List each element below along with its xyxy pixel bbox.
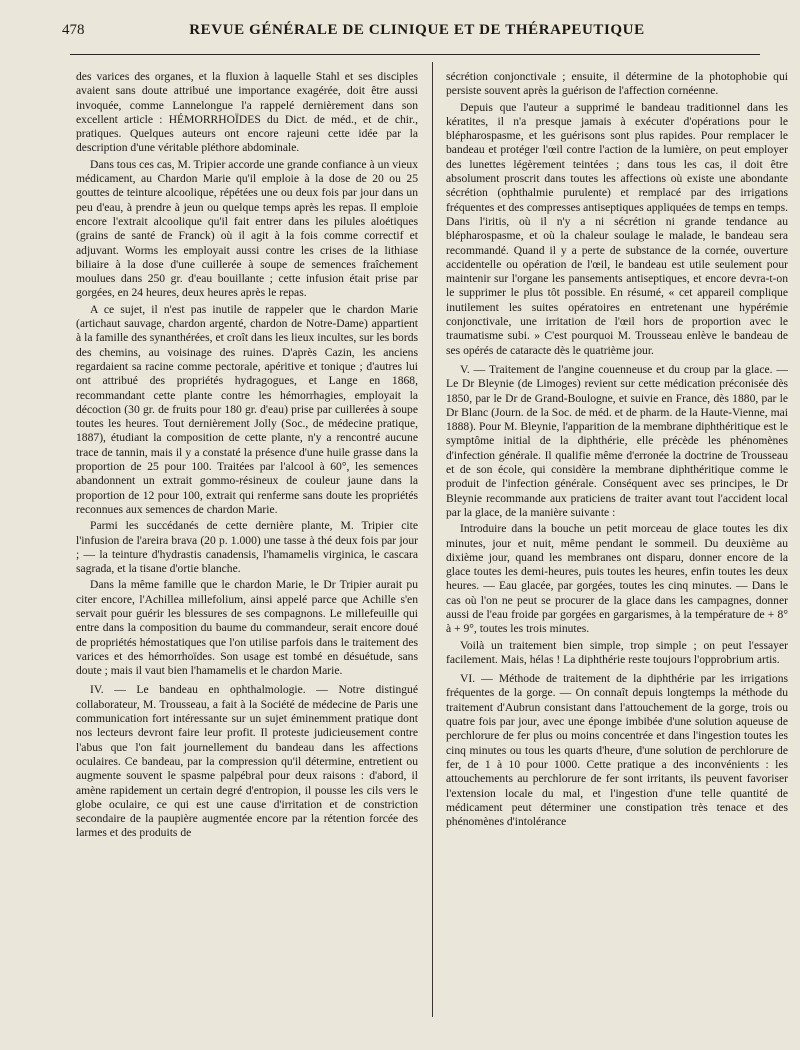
section-v-paragraph: V. — Traitement de l'angine couenneuse et du croup par la glace. — Le Dr Bleynie (de Limoges) revient sur cette médication préconisée dès 1850, par le Dr de Grand-Boulogne, et suivie en France, dès 1880, par le Dr Blanc (Journ. de la Soc. de méd. et de pharm. de la Haute-Vienne, mai 1888). Pour M. Bleynie, l'apparition de la membrane diphthéritique est le symptôme initial de la diphthérie, elle précède les phénomènes d'infection générale. Il qualifie même d'erronée la doctrine de Trousseau et de son école, qui considère la membrane diphthéritique comme le produit de l'infection générale. Conséquent avec ses principes, le Dr Bleynie recommande aux praticiens de traiter avant tout l'accident local par la glace, de la manière suivante : (446, 362, 788, 519)
paragraph: Depuis que l'auteur a supprimé le bandeau traditionnel dans les kératites, il n'a presque jamais à exécuter d'opérations pour le blépharospasme, et les guérisons sont plus rapides. Pour remplacer le bandeau et protéger l'œil contre l'action de la lumière, on peut employer des lunettes légèrement teintées ; dans tous les cas, il doit être absolument proscrit dans toutes les affections où existe une abondante sécrétion (ophthalmie purulente) et remplacé par des irrigations fréquentes et des compresses antiseptiques appliquées de temps en temps. Dans l'iritis, où il n'y a ni sécrétion ni grande tendance au blépharospasme, et où la chaleur soulage le malade, le bandeau sera recommandé. Quand il y a perte de substance de la cornée, ouverture accidentelle ou opération de l'œil, le bandeau est utile seulement pour maintenir sur l'organe les pansements antiseptiques, et encore devra-t-on le supprimer le plus tôt possible. En résumé, « cet appareil complique inutilement les suites opératoires en entretenant une hypérémie conjonctivale, une irritation de l'œil hors de proportion avec le traumatisme subi. » C'est pourquoi M. Trousseau enlève le bandeau de ses opérés de cataracte dès le quatrième jour. (446, 100, 788, 357)
paragraph: Parmi les succédanés de cette dernière plante, M. Tripier cite l'infusion de l'areira brava (20 p. 1.000) une tasse à thé deux fois par jour ; — la teinture d'hydrastis canadensis, l'hamamelis virginica, le cascara sagrada, et la tisane d'ortie blanche. (76, 519, 418, 576)
left-column (76, 70, 418, 843)
running-title: REVUE GÉNÉRALE DE CLINIQUE ET DE THÉRAPEUTIQUE (189, 22, 645, 38)
paragraph: Voilà un traitement bien simple, trop simple ; on peut l'essayer facilement. Mais, hélas ! La diphthérie reste toujours l'opprobrium artis. (446, 638, 788, 666)
paragraph: A ce sujet, il n'est pas inutile de rappeler que le chardon Marie (artichaut sauvage, chardon argenté, chardon de Notre-Dame) appartient à la famille des synanthérées, et croît dans les lieux incultes, sur les bords des chemins, au voisinage des ruines. D'après Cazin, les anciens regardaient sa racine comme pectorale, apéritive et tonique ; d'autres lui ont attribué des propriétés hydragogues, et Lange en 1868, recommandant cette plante contre les hémorrhagies, employait la décoction (30 gr. de fruits pour 180 gr. d'eau) prise par cuillerées à soupe toutes les heures. Tout dernièrement Jolly (Soc., de médecine pratique, 1887), étudiant la composition de cette plante, n'y a rencontré aucune trace de tannin, mais il y a constaté la présence d'une huile grasse dans la proportion de 25 pour 100. Traitées par l'alcool à 60°, les semences abandonnent un extrait gommo-résineux de couleur jaune dans la proportion de 12 pour 100, extrait qui renferme sans doute les propriétés reconnues aux semences de chardon Marie. (76, 302, 418, 516)
header-rule (70, 54, 760, 55)
section-iv-paragraph: IV. — Le bandeau en ophthalmologie. — Notre distingué collaborateur, M. Trousseau, a fait à la Société de médecine de Paris une communication fort intéressante sur un sujet éminemment pratique dont nos lecteurs devront faire leur profit. Il proteste judicieusement contre l'abus que l'on fait journellement du bandeau dans les affections oculaires. Ce bandeau, par la compression qu'il détermine, entretient ou augmente souvent le spasme palpébral pour deux raisons : d'abord, il amène rapidement un certain degré d'entropion, il pousse les cils vers le globe oculaire, ce qui est une cause d'irritation et de constriction secondaire de la paupière augmentée encore par la rétention forcée des larmes et des produits de (76, 683, 418, 840)
right-column (446, 70, 788, 831)
column-divider (432, 62, 433, 1017)
paragraph: Introduire dans la bouche un petit morceau de glace toutes les dix minutes, jour et nuit, même pendant le sommeil. Du deuxième au dixième jour, quand les membranes ont disparu, donner encore de la glace toutes les demi-heures, puis toutes les heures, enfin toutes les deux heures. — Eau glacée, par gorgées, toutes les cinq minutes. — Dans le cas où l'on ne peut se procurer de la glace dans les campagnes, donner aussi de l'eau froide par gorgées en gargarismes, à la température de + 8° à + 9°, toutes les trois minutes. (446, 522, 788, 636)
page-header (62, 22, 772, 46)
paragraph: Dans la même famille que le chardon Marie, le Dr Tripier aurait pu citer encore, l'Achillea millefolium, ainsi appelé parce que Achille s'en servait pour guérir les blessures de ses compagnons. Le millefeuille qui entre dans la composition du baume du commandeur, serait encore doué de propriétés hémostatiques que l'on utilise parfois dans le traitement des varices et des hémorrhoïdes. Son usage est tombé en désuétude, sans doute ; mais il vaut bien l'hamamelis et le chardon Marie. (76, 578, 418, 678)
paragraph: des varices des organes, et la fluxion à laquelle Stahl et ses disciples avaient sans doute attribué une importance exagérée, doit être aussi invoquée, comme Lannelongue l'a rappelé dernièrement dans son excellent article : HÉMORRHOÏDES du Dict. de méd., et de chir., pratiques. Quelques auteurs ont encore rajeuni cette idée par la description d'une véritable pléthore abdominale. (76, 70, 418, 155)
paragraph: Dans tous ces cas, M. Tripier accorde une grande confiance à un vieux médicament, au Chardon Marie qu'il emploie à la dose de 20 ou 25 gouttes de teinture alcoolique, répétées une ou deux fois par jour dans un peu d'eau, à prendre à jeun ou quelque temps après les repas. Il emploie encore l'extrait alcoolique qu'il fait entrer dans les pilules aloétiques (grains de santé de Franck) où il agit à la fois comme correctif et adjuvant. Worms les employait aussi contre les crises de la lithiase biliaire à la dose d'une cuillerée à soupe de semences fraîchement moulues dans 250 gr. d'eau bouillante ; cette infusion était prise par gorgées, en 24 heures, deux heures après le repas. (76, 157, 418, 300)
paragraph: sécrétion conjonctivale ; ensuite, il détermine de la photophobie qui persiste souvent après la guérison de l'affection cornéenne. (446, 70, 788, 98)
section-vi-paragraph: VI. — Méthode de traitement de la diphthérie par les irrigations fréquentes de la gorge. — On connaît depuis longtemps la méthode du traitement d'Aubrun consistant dans l'attouchement de la gorge, trois ou quatre fois par jour, avec une éponge imbibée d'une solution aqueuse de perchlorure de fer plus ou moins concentrée et dans l'ingestion toutes les cinq minutes ou tous les quarts d'heure, d'une solution de perchlorure de fer, de 1 à 10 pour 1000. Cette pratique a des inconvénients : les attouchements au perchlorure de fer sont irritants, ils peuvent favoriser l'extension locale du mal, et l'ingestion d'une telle quantité de médicament peut déterminer une constipation très tenace et des phénomènes d'intolérance (446, 672, 788, 829)
page-number: 478 (62, 22, 85, 38)
